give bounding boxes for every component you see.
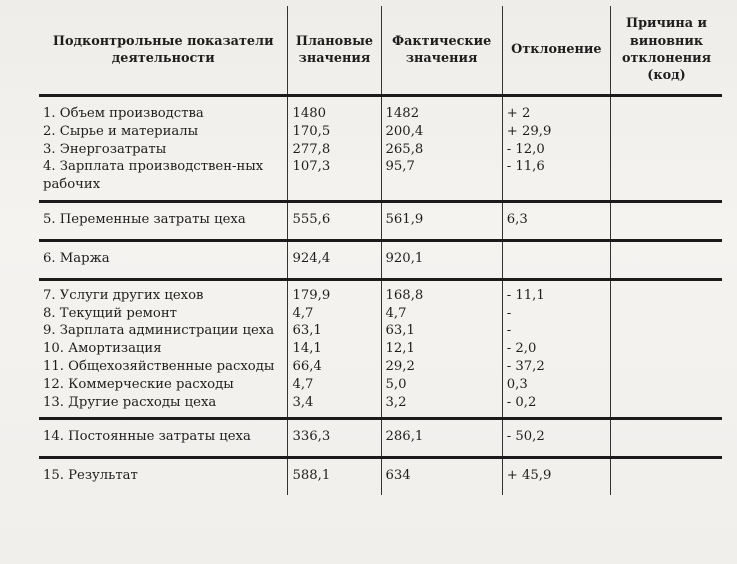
row-deviation: - 2,0 <box>502 340 610 358</box>
row-deviation: + 29,9 <box>502 123 610 141</box>
row-name: 11. Общехозяйственные расходы <box>39 358 288 376</box>
row-name: 12. Коммерческие расходы <box>39 376 288 394</box>
table-row <box>39 96 722 123</box>
row-reason <box>610 376 722 394</box>
row-fact: 200,4 <box>381 123 502 141</box>
table-row <box>39 394 722 419</box>
row-reason <box>610 305 722 323</box>
table-row <box>39 123 722 141</box>
row-deviation: - 12,0 <box>502 141 610 159</box>
row-plan: 4,7 <box>288 376 381 394</box>
row-name: 1. Объем производства <box>39 96 288 123</box>
row-name: 9. Зарплата администрации цеха <box>39 322 288 340</box>
table-row <box>39 419 722 458</box>
row-plan: 170,5 <box>288 123 381 141</box>
row-deviation: - 0,2 <box>502 394 610 419</box>
header-reason: Причина и виновник отклонения (код) <box>610 6 722 96</box>
row-name: 10. Амортизация <box>39 340 288 358</box>
table-row <box>39 322 722 340</box>
row-deviation: 6,3 <box>502 202 610 241</box>
row-plan: 4,7 <box>288 305 381 323</box>
row-name: 6. Маржа <box>39 240 288 279</box>
row-name: 8. Текущий ремонт <box>39 305 288 323</box>
row-fact: 29,2 <box>381 358 502 376</box>
row-fact: 561,9 <box>381 202 502 241</box>
row-deviation: 0,3 <box>502 376 610 394</box>
row-deviation: + 2 <box>502 96 610 123</box>
row-name: 14. Постоянные затраты цеха <box>39 419 288 458</box>
row-fact: 265,8 <box>381 141 502 159</box>
row-reason <box>610 123 722 141</box>
row-fact: 1482 <box>381 96 502 123</box>
row-reason <box>610 394 722 419</box>
table-row <box>39 376 722 394</box>
row-fact: 5,0 <box>381 376 502 394</box>
row-plan: 66,4 <box>288 358 381 376</box>
row-name: 13. Другие расходы цеха <box>39 394 288 419</box>
row-name: 3. Энергозатраты <box>39 141 288 159</box>
row-plan: 3,4 <box>288 394 381 419</box>
row-deviation: - <box>502 305 610 323</box>
row-deviation: - 50,2 <box>502 419 610 458</box>
table-row <box>39 358 722 376</box>
table-row <box>39 279 722 304</box>
row-fact: 3,2 <box>381 394 502 419</box>
row-reason <box>610 322 722 340</box>
table-row <box>39 158 722 201</box>
row-name: 2. Сырье и материалы <box>39 123 288 141</box>
table-row <box>39 240 722 279</box>
row-fact: 168,8 <box>381 279 502 304</box>
row-deviation: - 11,1 <box>502 279 610 304</box>
row-deviation: + 45,9 <box>502 458 610 495</box>
row-reason <box>610 240 722 279</box>
table-row <box>39 202 722 241</box>
row-reason <box>610 419 722 458</box>
row-deviation: - 11,6 <box>502 158 610 201</box>
row-name: 5. Переменные затраты цеха <box>39 202 288 241</box>
row-fact: 63,1 <box>381 322 502 340</box>
row-plan: 107,3 <box>288 158 381 201</box>
row-plan: 277,8 <box>288 141 381 159</box>
header-fact: Фактические значения <box>381 6 502 96</box>
row-plan: 588,1 <box>288 458 381 495</box>
row-fact: 4,7 <box>381 305 502 323</box>
row-reason <box>610 141 722 159</box>
row-plan: 924,4 <box>288 240 381 279</box>
row-fact: 95,7 <box>381 158 502 201</box>
row-name: 4. Зарплата производствен-ных рабочих <box>39 158 288 201</box>
row-fact: 634 <box>381 458 502 495</box>
row-reason <box>610 202 722 241</box>
row-reason <box>610 158 722 201</box>
row-fact: 286,1 <box>381 419 502 458</box>
header-deviation: Отклонение <box>502 6 610 96</box>
table-row <box>39 458 722 495</box>
row-deviation: - 37,2 <box>502 358 610 376</box>
row-deviation <box>502 240 610 279</box>
row-plan: 555,6 <box>288 202 381 241</box>
row-fact: 12,1 <box>381 340 502 358</box>
row-plan: 14,1 <box>288 340 381 358</box>
table-header-row <box>39 6 722 96</box>
table-row <box>39 340 722 358</box>
row-deviation: - <box>502 322 610 340</box>
control-indicators-table <box>39 6 722 495</box>
row-reason <box>610 358 722 376</box>
row-plan: 179,9 <box>288 279 381 304</box>
row-fact: 920,1 <box>381 240 502 279</box>
row-plan: 1480 <box>288 96 381 123</box>
header-plan: Плановые значения <box>288 6 381 96</box>
row-reason <box>610 458 722 495</box>
row-reason <box>610 279 722 304</box>
table-row <box>39 305 722 323</box>
row-name: 7. Услуги других цехов <box>39 279 288 304</box>
row-name: 15. Результат <box>39 458 288 495</box>
header-indicators: Подконтрольные показатели деятельности <box>39 6 288 96</box>
table-row <box>39 141 722 159</box>
row-plan: 63,1 <box>288 322 381 340</box>
row-plan: 336,3 <box>288 419 381 458</box>
row-reason <box>610 96 722 123</box>
row-reason <box>610 340 722 358</box>
